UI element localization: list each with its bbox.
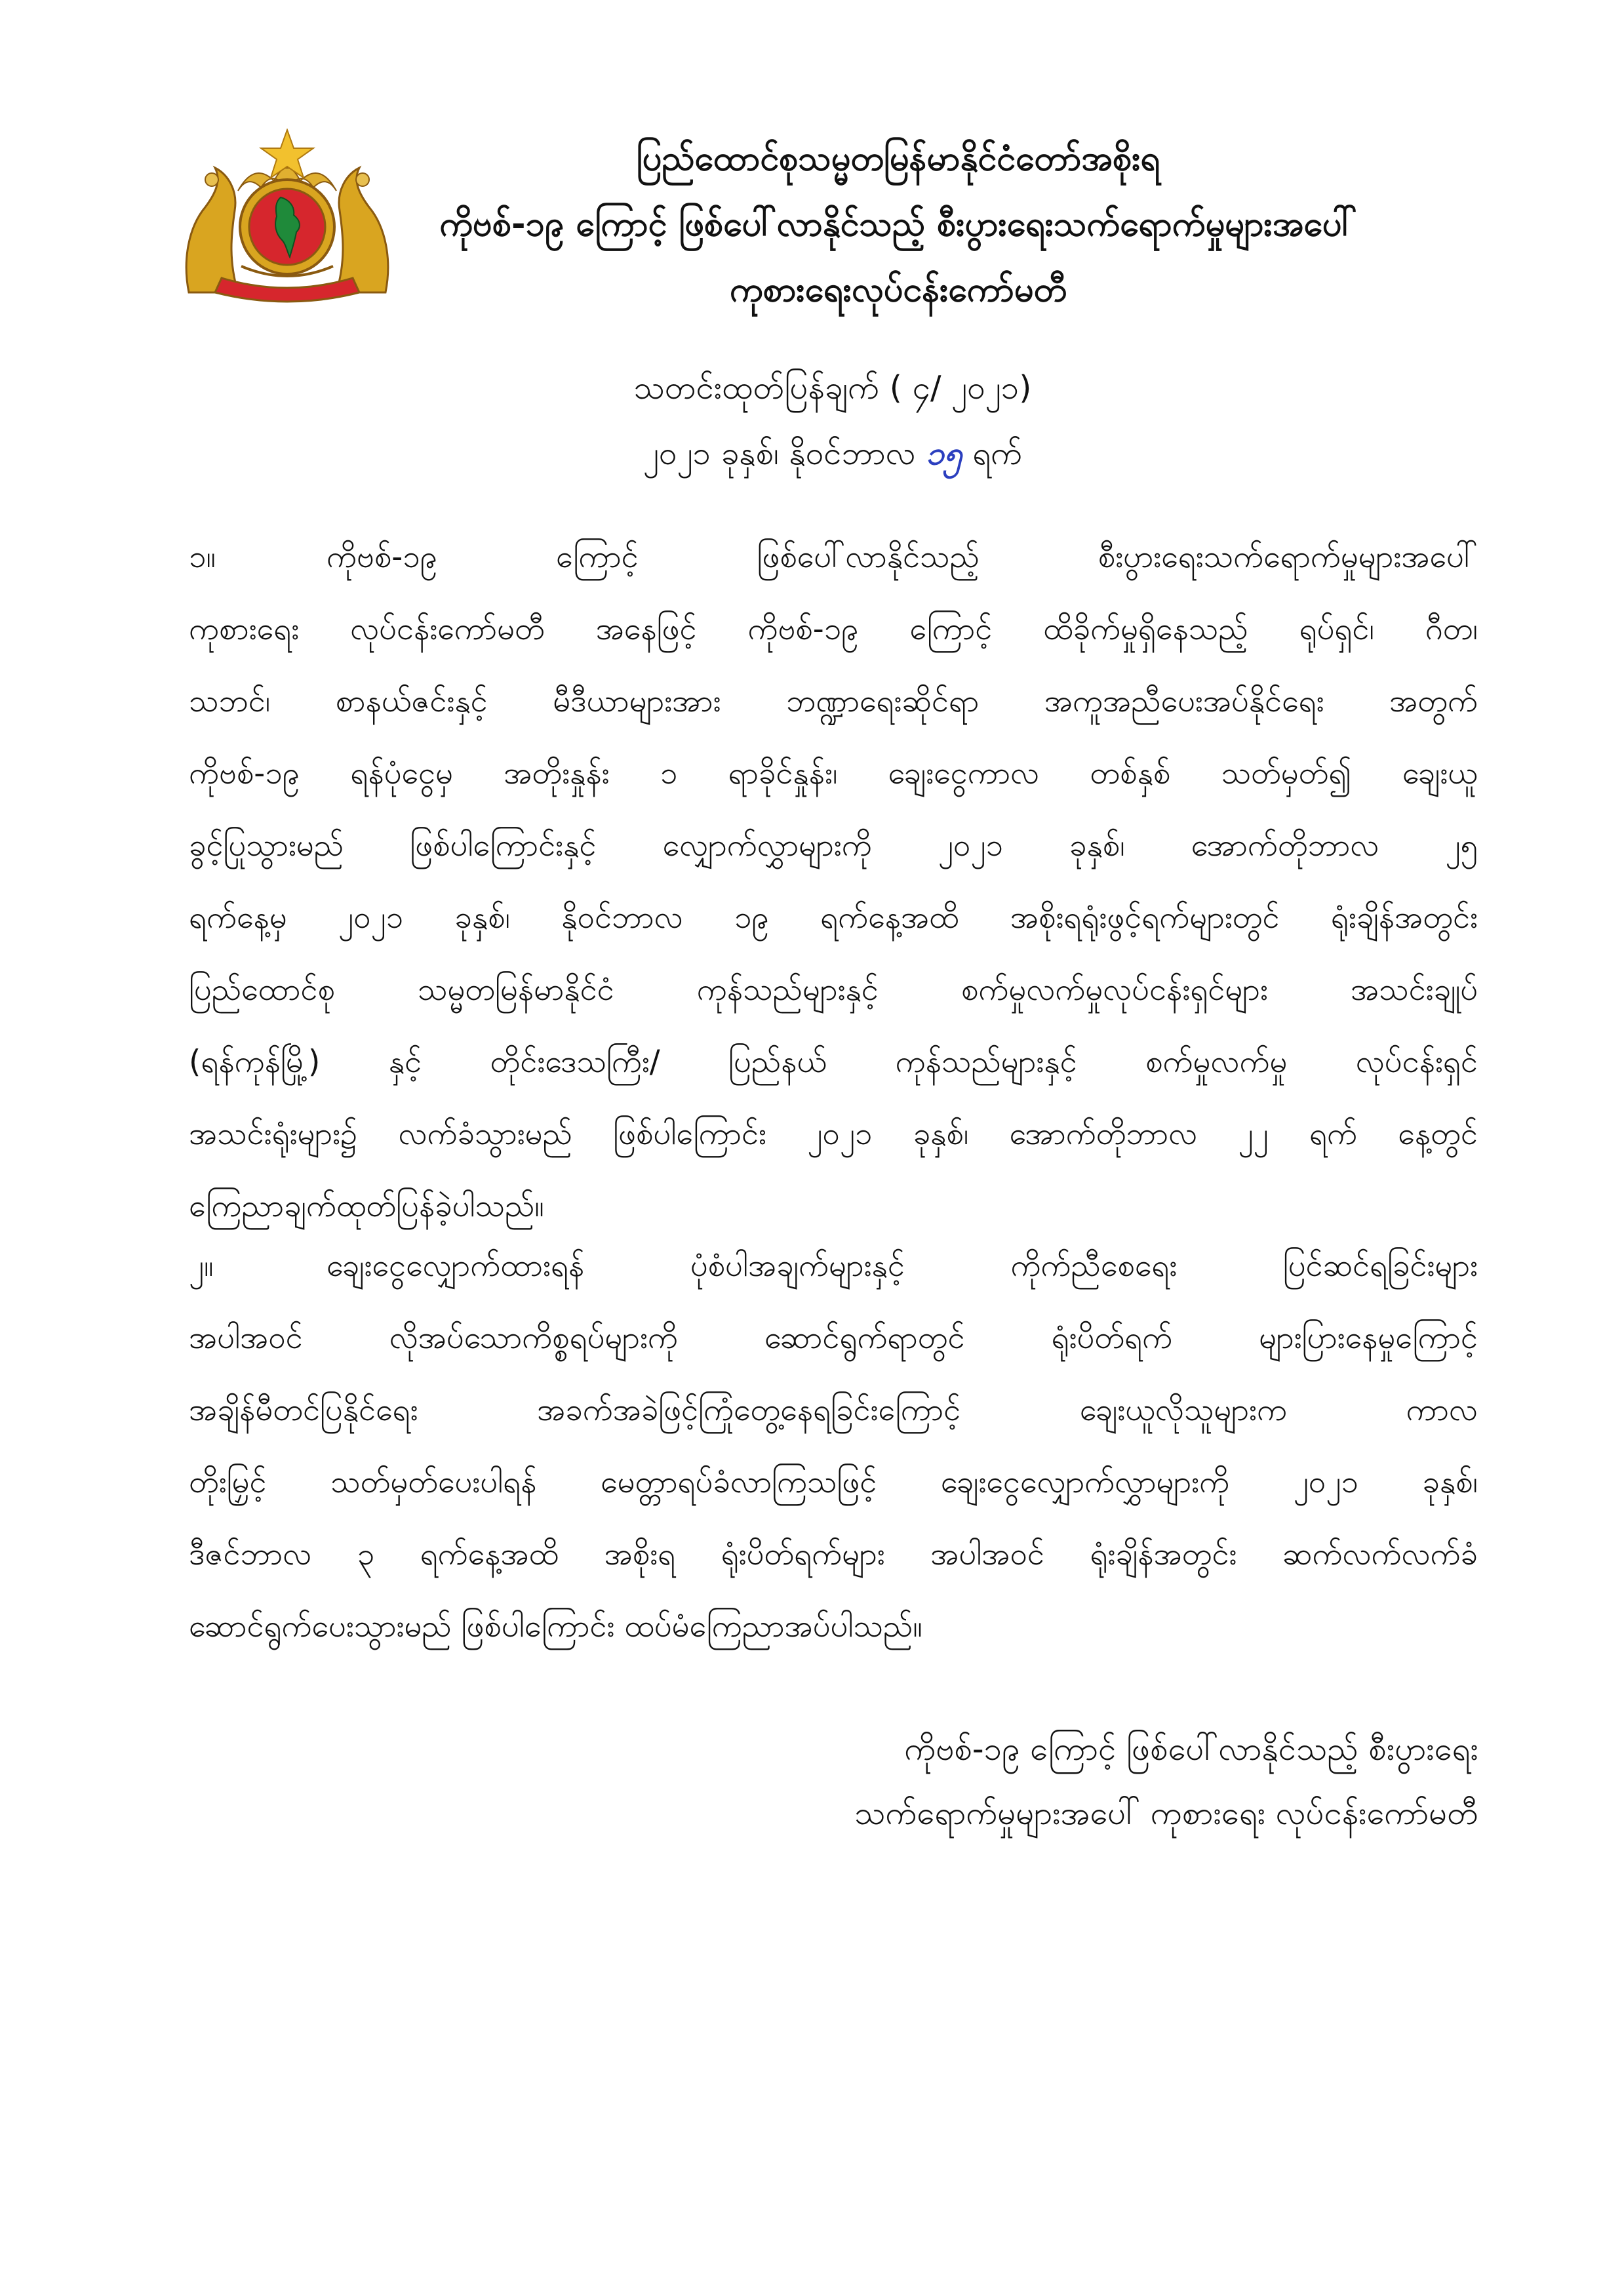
word: သတ်မှတ်၍ [1221,755,1352,791]
word: ရက်နေ့အထိ [420,1536,559,1572]
word: မေတ္တာရပ်ခံလာကြသဖြင့် [601,1464,877,1500]
word: နေ့တွင် [1398,1116,1478,1152]
word: အပါအဝင် [930,1536,1044,1572]
word: ချေးယူလိုသူများက [1079,1392,1287,1428]
word: ရုပ်ရှင်၊ [1299,611,1374,647]
word: အောက်တိုဘာလ [1191,827,1379,864]
word: ရုံးပိတ်ရက် [1051,1320,1173,1356]
word: ၁ [660,755,678,791]
word: ရက်နေ့မှ [189,900,287,936]
word: အတွက် [1389,683,1478,719]
handwritten-day: ၁၅ [926,435,962,472]
header-committee-title-line1: ကိုဗစ်-၁၉ ကြောင့် ဖြစ်ပေါ်လာနိုင်သည့် စီးပွားရေးသက်ရောက်မှုများအပေါ် [439,205,1357,244]
paragraph-line: ကြေညာချက်ထုတ်ပြန်ခဲ့ပါသည်။ [189,1188,544,1224]
word: လိုအပ်သောကိစ္စရပ်များကို [389,1320,678,1356]
paragraph-line [189,1098,1478,1170]
paragraph-line [189,1446,1478,1519]
word: ကုန်သည်များနှင့် [696,972,879,1008]
paragraph-number: ၂။ [189,1248,214,1284]
word: ကိုဗစ်-၁၉ [327,539,438,575]
word: ဘဏ္ဍာရေးဆိုင်ရာ [786,683,980,719]
paragraph-line [189,810,1478,882]
word: ရုံးချိန်အတွင်း [1330,900,1478,936]
word: သဘင်၊ [189,683,271,719]
header-government-title: ပြည်ထောင်စုသမ္မတမြန်မာနိုင်ငံတော်အစိုးရ [636,139,1160,178]
word: လျှောက်လွှာများကို [662,827,872,864]
paragraph-line [189,882,1478,954]
word: စက်မှုလက်မှု [1145,1044,1288,1080]
signature-line-2: သက်ရောက်မှုများအပေါ် ကုစားရေး လုပ်ငန်းကော်မတီ [854,1795,1478,1832]
word: မီဒီယာများအား [553,683,721,719]
paragraph-line [189,666,1478,738]
word: ဖြစ်ပါကြောင်းနှင့် [410,827,597,864]
word: အချိန်မီတင်ပြနိုင်ရေး [189,1392,418,1428]
paragraph-line-text [327,521,1478,593]
word: ပြင်ဆင်ရခြင်းများ [1282,1248,1478,1284]
word: ခွင့်ပြုသွားမည် [189,827,344,864]
word: တိုးမြှင့် [189,1464,267,1500]
word: ကြောင့် [909,611,993,647]
state-seal-icon [176,129,399,304]
word: ကာလ [1406,1392,1478,1428]
paragraph-line [189,1230,1478,1302]
word: ချေးယူ [1402,755,1478,791]
paragraph-line [189,1519,1478,1591]
word: စာနယ်ဇင်းနှင့် [335,683,488,719]
word: ၂၂ [1238,1116,1269,1152]
paragraph-line [189,1026,1478,1098]
word: ချေးငွေလျှောက်လွှာများကို [940,1464,1230,1500]
word: စီးပွားရေးသက်ရောက်မှုများအပေါ် [1098,539,1478,575]
word: သတ်မှတ်ပေးပါရန် [330,1464,537,1500]
word: ရာခိုင်နှုန်း၊ [728,755,838,791]
word: ကိုဗစ်-၁၉ [747,611,859,647]
paragraph-line: ဆောင်ရွက်ပေးသွားမည် ဖြစ်ပါကြောင်း ထပ်မံကြေညာအပ်ပါသည်။ [189,1608,922,1644]
paragraph-1 [189,521,1478,1243]
signature-line-1: ကိုဗစ်-၁၉ ကြောင့် ဖြစ်ပေါ်လာနိုင်သည့် စီးပွားရေး [904,1730,1478,1768]
word: ချေးငွေလျှောက်ထားရန် [327,1248,585,1284]
word: ၃ [357,1536,375,1572]
paragraph-line [189,954,1478,1026]
word: သမ္မတမြန်မာနိုင်ငံ [418,972,614,1008]
word: ခုနှစ်၊ [1422,1464,1478,1500]
word: ထိခိုက်မှုရှိနေသည့် [1043,611,1248,647]
word: ဆောင်ရွက်ရာတွင် [764,1320,965,1356]
word: ၂၀၂၁ [807,1116,873,1152]
paragraph-line [189,593,1478,666]
paragraph-number: ၁။ [189,539,216,575]
word: ရုံးပိတ်ရက်များ [721,1536,885,1572]
word: (ရန်ကုန်မြို့) [189,1044,321,1080]
word: အပါအဝင် [189,1320,303,1356]
paragraph-line-text [327,1230,1478,1302]
press-release-number: သတင်းထုတ်ပြန်ချက် ( ၄/ ၂၀၂၁) [633,369,1032,407]
word: အခက်အခဲဖြင့်ကြုံတွေ့နေရခြင်းကြောင့် [537,1392,961,1428]
word: ၂၅ [1445,827,1478,864]
word: ဖြစ်ပါကြောင်း [613,1116,766,1152]
header-committee-title-line2: ကုစားရေးလုပ်ငန်းကော်မတီ [729,270,1067,309]
word: ရန်ပုံငွေမှ [350,755,453,791]
word: နိုဝင်ဘာလ [561,900,683,936]
word: ပြည်နယ် [728,1044,827,1080]
word: တိုင်းဒေသကြီး/ [490,1044,660,1080]
word: ကုန်သည်များနှင့် [895,1044,1077,1080]
word: ခုနှစ်၊ [1069,827,1125,864]
word: ဂီတ၊ [1425,611,1478,647]
word: ရက်နေ့အထိ [820,900,959,936]
word: ၂၀၂၁ [938,827,1003,864]
word: ချေးငွေကာလ [888,755,1040,791]
date-prefix: ၂၀၂၁ ခုနှစ်၊ နိုဝင်ဘာလ [643,435,916,472]
press-release-date [328,429,1337,478]
word: အနေဖြင့် [595,611,697,647]
word: ရုံးချိန်အတွင်း [1090,1536,1237,1572]
word: ကုစားရေး [189,611,300,647]
word: အကူအညီပေးအပ်နိုင်ရေး [1044,683,1324,719]
word: ခုနှစ်၊ [913,1116,969,1152]
word: ၂၀၂၁ [1293,1464,1358,1500]
word: အောက်တိုဘာလ [1009,1116,1198,1152]
word: ရက် [1309,1116,1357,1152]
word: ၂၀၂၁ [338,900,404,936]
word: လုပ်ငန်းကော်မတီ [350,611,545,647]
paragraph-line [189,521,1478,593]
paragraph-line [189,1374,1478,1446]
word: လက်ခံသွားမည် [398,1116,572,1152]
word: ဖြစ်ပေါ်လာနိုင်သည့် [757,539,980,575]
word: ခုနှစ်၊ [454,900,510,936]
word: အတိုးနှုန်း [504,755,610,791]
word: ကြောင့် [556,539,639,575]
word: ဒီဇင်ဘာလ [189,1536,312,1572]
word: ဆက်လက်လက်ခံ [1282,1536,1478,1572]
word: လုပ်ငန်းရှင် [1355,1044,1478,1080]
word: ၁၉ [734,900,769,936]
word: ကိုက်ညီစေရေး [1010,1248,1178,1284]
paragraph-line [189,738,1478,810]
word: အသင်းချုပ် [1350,972,1478,1008]
word: အစိုးရ [604,1536,676,1572]
word: ပုံစံပါအချက်များနှင့် [690,1248,905,1284]
word: ကိုဗစ်-၁၉ [189,755,300,791]
word: တစ်နှစ် [1090,755,1171,791]
paragraph-line [189,1302,1478,1374]
word: အသင်းရုံးများ၌ [189,1116,358,1152]
word: အစိုးရရုံးဖွင့်ရက်များတွင် [1010,900,1280,936]
date-suffix: ရက် [972,435,1023,472]
paragraph-2 [189,1230,1478,1663]
word: ပြည်ထောင်စု [189,972,335,1008]
word: နှင့် [388,1044,422,1080]
word: စက်မှုလက်မှုလုပ်ငန်းရှင်များ [961,972,1268,1008]
word: များပြားနေမှုကြောင့် [1259,1320,1478,1356]
